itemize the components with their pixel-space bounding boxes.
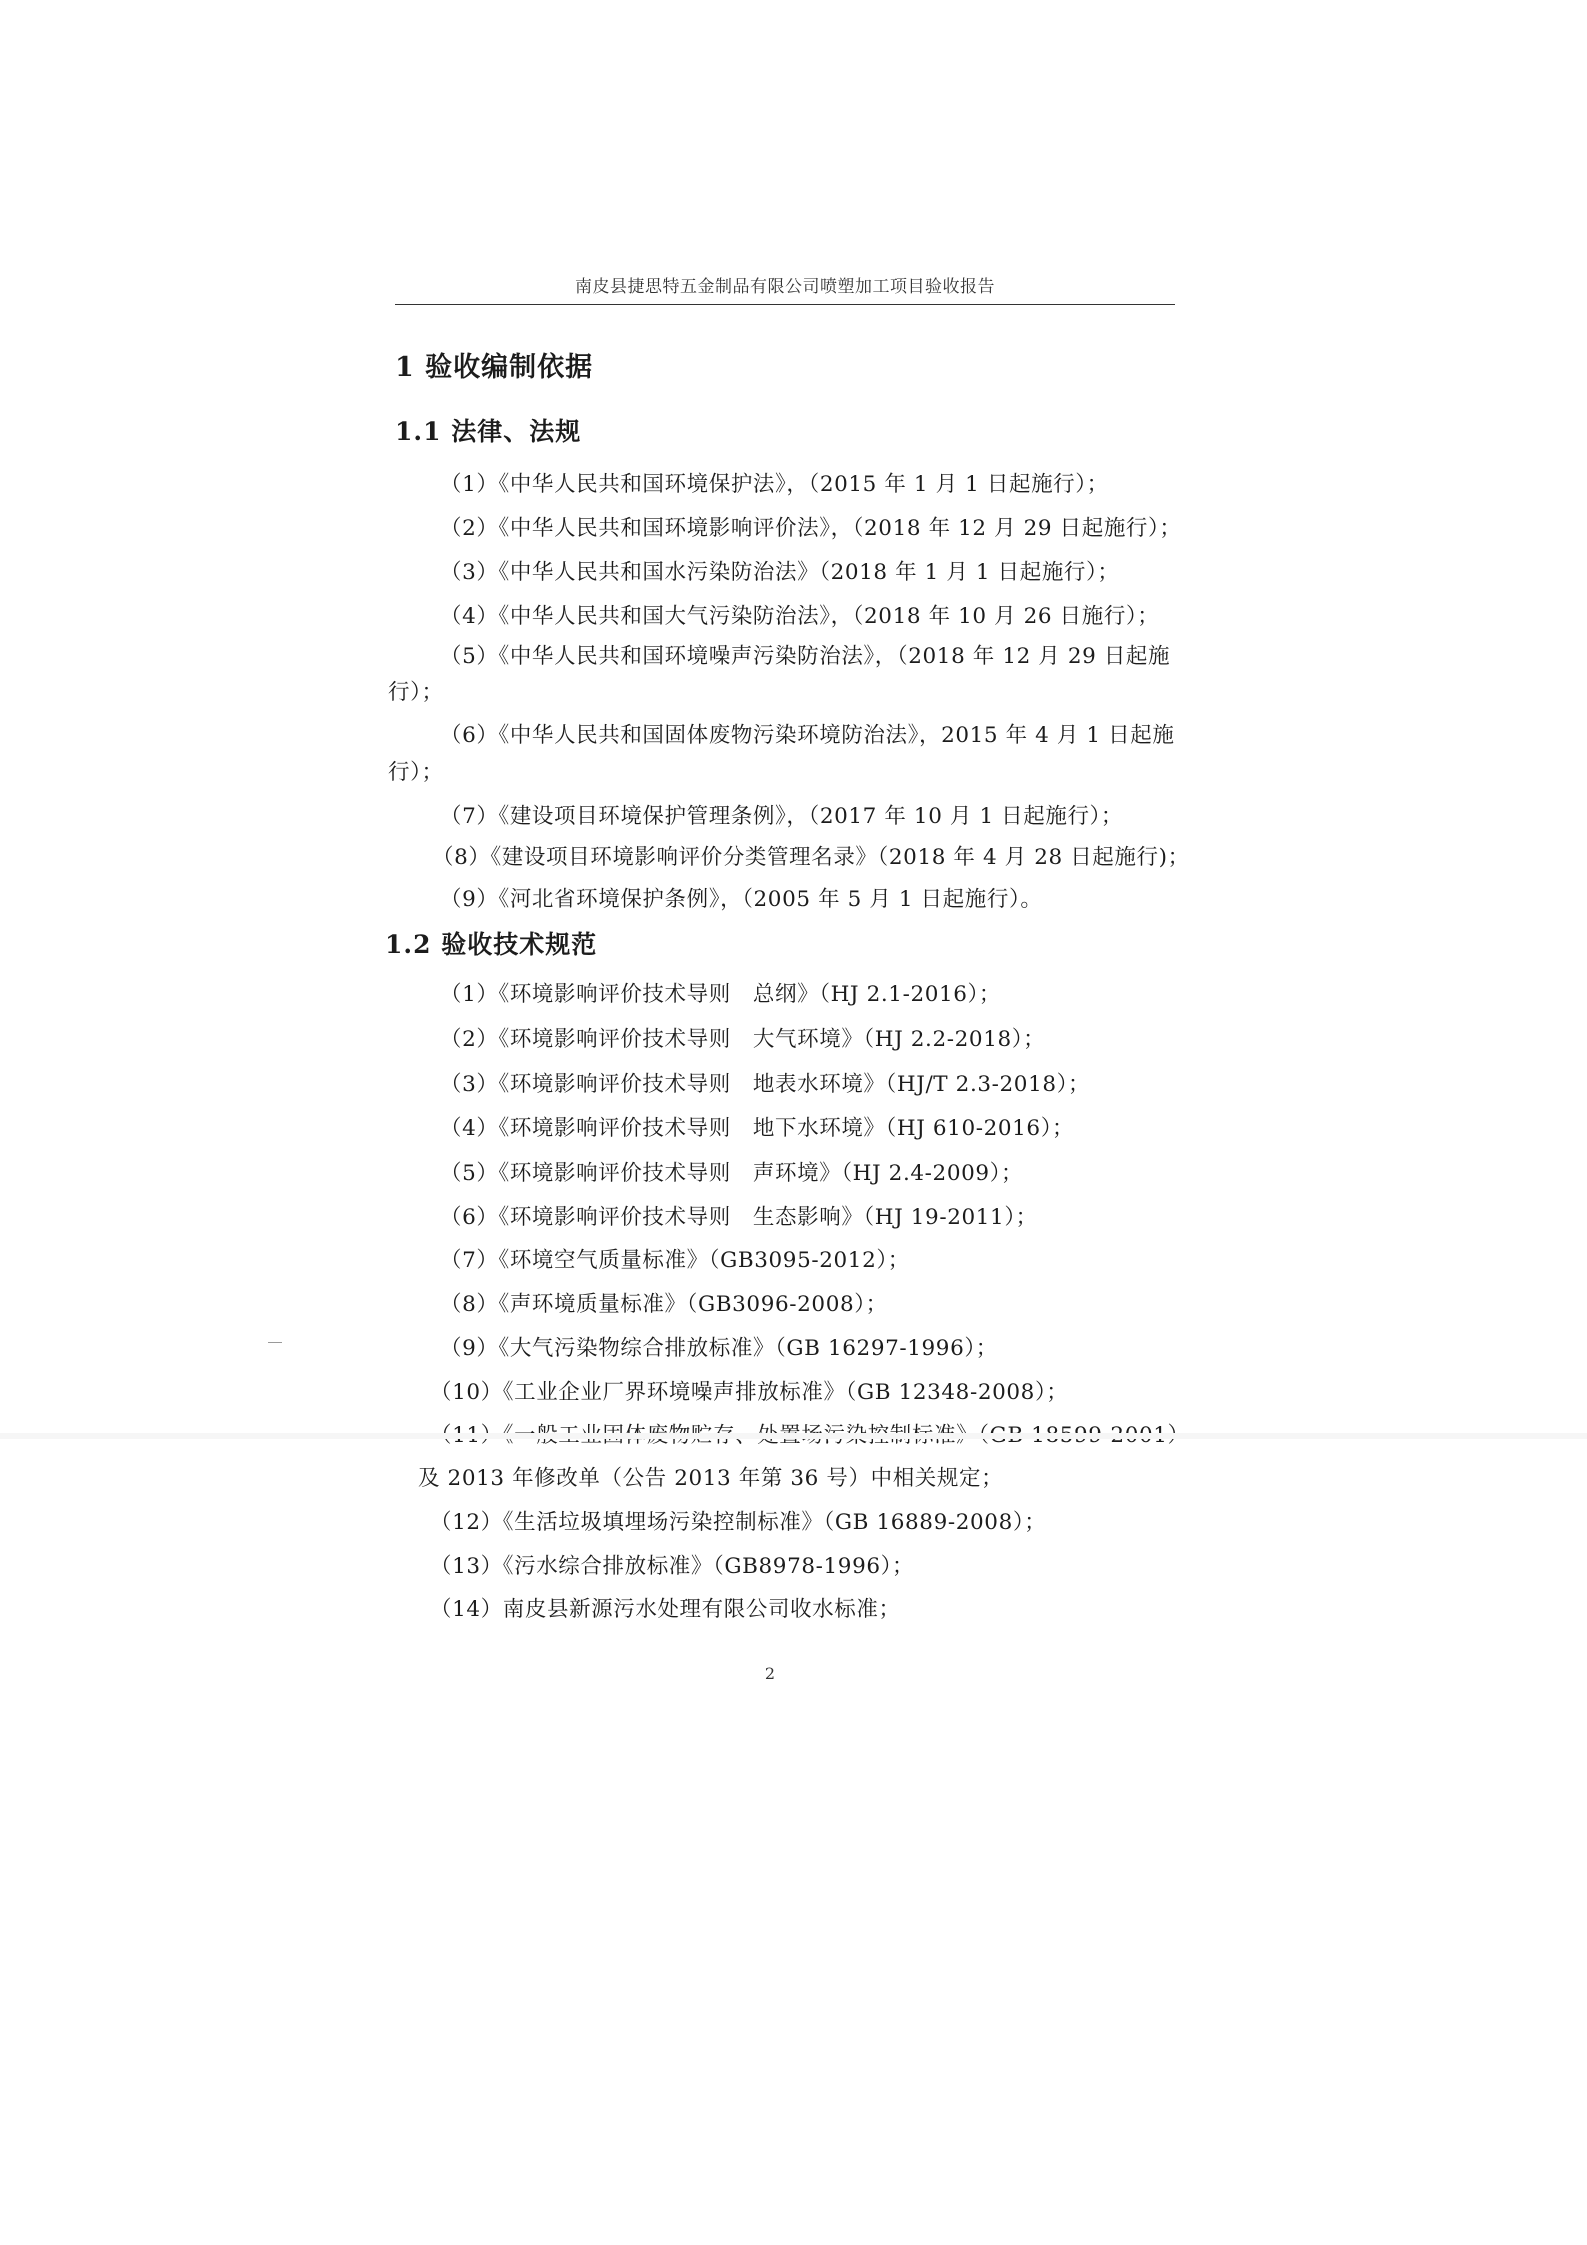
spec-item-14: （14）南皮县新源污水处理有限公司收水标准；	[430, 1597, 901, 1622]
spec-item-9: （9）《大气污染物综合排放标准》（GB 16297-1996）；	[440, 1336, 998, 1361]
law-item-9: （9）《河北省环境保护条例》，（2005 年 5 月 1 日起施行）。	[440, 887, 1043, 912]
spec-item-11-continuation: 及 2013 年修改单（公告 2013 年第 36 号）中相关规定；	[418, 1466, 1004, 1491]
law-item-5: （5）《中华人民共和国环境噪声污染防治法》，（2018 年 12 月 29 日起施	[440, 644, 1171, 669]
section-heading-1: 1 验收编制依据	[395, 352, 594, 383]
spec-item-8: （8）《声环境质量标准》（GB3096-2008）；	[440, 1292, 888, 1317]
spec-item-1: （1）《环境影响评价技术导则 总纲》（HJ 2.1-2016）；	[440, 982, 1002, 1007]
header-divider	[395, 304, 1175, 305]
law-item-3: （3）《中华人民共和国水污染防治法》（2018 年 1 月 1 日起施行）；	[440, 560, 1120, 585]
page-number: 2	[764, 1664, 776, 1683]
law-item-1: （1）《中华人民共和国环境保护法》，（2015 年 1 月 1 日起施行）；	[440, 472, 1109, 497]
law-item-7: （7）《建设项目环境保护管理条例》，（2017 年 10 月 1 日起施行）；	[440, 804, 1124, 829]
spec-item-13: （13）《污水综合排放标准》（GB8978-1996）；	[430, 1554, 915, 1579]
law-item-2: （2）《中华人民共和国环境影响评价法》，（2018 年 12 月 29 日起施行）；	[440, 516, 1182, 541]
section-heading-1-2: 1.2 验收技术规范	[385, 930, 598, 959]
law-item-4: （4）《中华人民共和国大气污染防治法》，（2018 年 10 月 26 日施行）；	[440, 604, 1160, 629]
law-item-6-continuation: 行）；	[388, 760, 444, 785]
spec-item-10: （10）《工业企业厂界环境噪声排放标准》（GB 12348-2008）；	[430, 1380, 1069, 1405]
spec-item-4: （4）《环境影响评价技术导则 地下水环境》（HJ 610-2016）；	[440, 1116, 1075, 1141]
spec-item-3: （3）《环境影响评价技术导则 地表水环境》（HJ/T 2.3-2018）；	[440, 1072, 1091, 1097]
spec-item-7: （7）《环境空气质量标准》（GB3095-2012）；	[440, 1248, 910, 1273]
scan-artifact-band	[0, 1433, 1587, 1439]
spec-item-6: （6）《环境影响评价技术导则 生态影响》（HJ 19-2011）；	[440, 1205, 1038, 1230]
law-item-5-continuation: 行）；	[388, 680, 444, 705]
spec-item-5: （5）《环境影响评价技术导则 声环境》（HJ 2.4-2009）；	[440, 1161, 1024, 1186]
scan-artifact-mark	[268, 1342, 282, 1343]
law-item-8: （8）《建设项目环境影响评价分类管理名录》（2018 年 4 月 28 日起施行)；	[432, 845, 1190, 870]
document-header: 南皮县捷思特五金制品有限公司喷塑加工项目验收报告	[575, 277, 995, 297]
spec-item-12: （12）《生活垃圾填埋场污染控制标准》（GB 16889-2008）；	[430, 1510, 1047, 1535]
law-item-6: （6）《中华人民共和国固体废物污染环境防治法》，2015 年 4 月 1 日起施	[440, 723, 1175, 748]
section-heading-1-1: 1.1 法律、法规	[395, 417, 582, 446]
spec-item-2: （2）《环境影响评价技术导则 大气环境》（HJ 2.2-2018）；	[440, 1027, 1046, 1052]
